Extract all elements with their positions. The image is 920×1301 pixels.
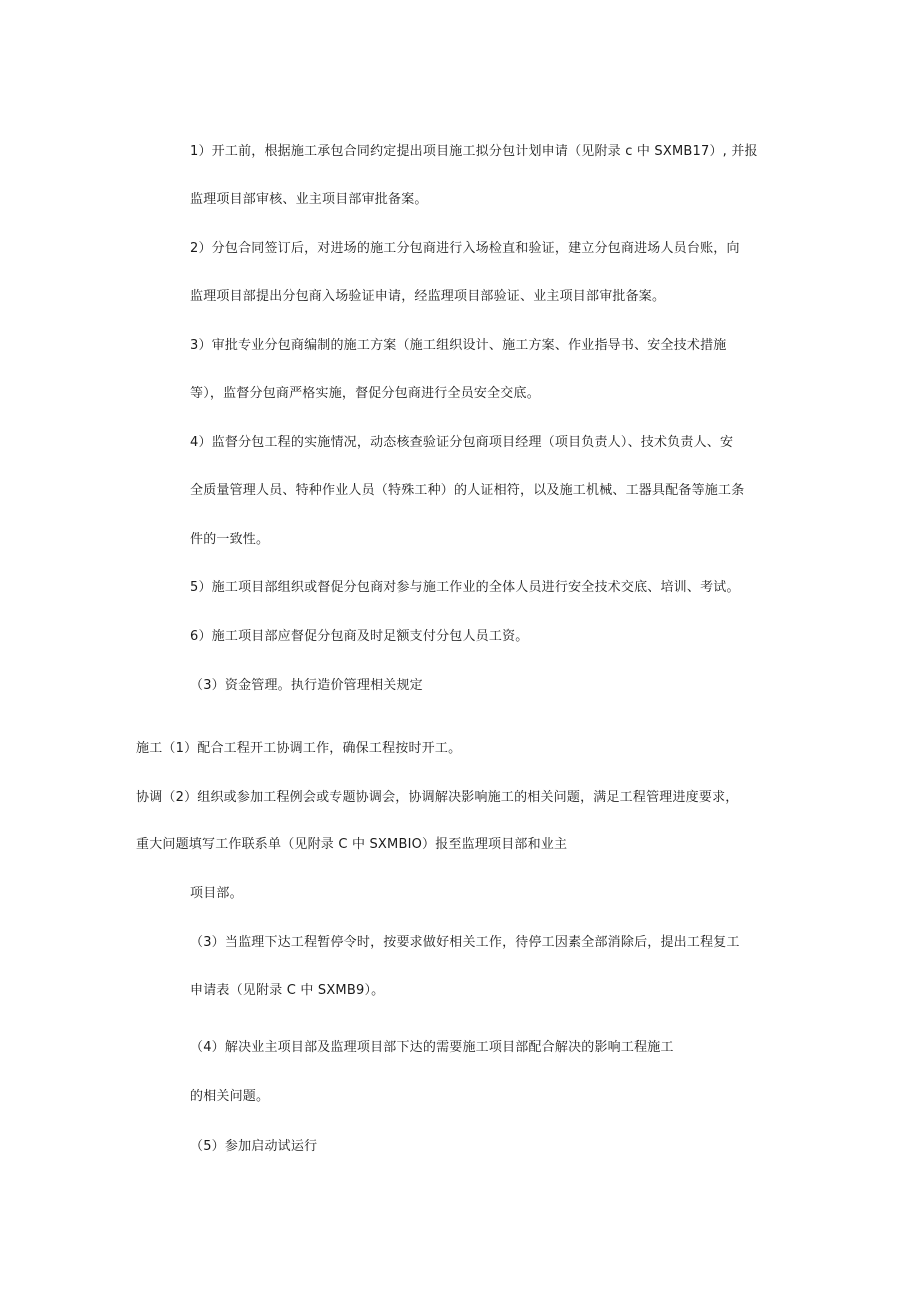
text-line-21: （5）参加启动试运行 (190, 1139, 318, 1154)
text-line-18: 申请表（见附录 C 中 SXMB9）。 (190, 983, 385, 998)
text-line-5: 3）审批专业分包商编制的施工方案（施工组织设计、施工方案、作业指导书、安全技术措施 (190, 338, 727, 353)
text-line-20: 的相关问题。 (190, 1089, 270, 1104)
text-line-11: 6）施工项目部应督促分包商及时足额支付分包人员工资。 (190, 629, 529, 644)
text-line-8: 全质量管理人员、特种作业人员（特殊工种）的人证相符，以及施工机械、工器具配备等施工条 (190, 483, 745, 498)
text-line-19: （4）解决业主项目部及监理项目部下达的需要施工项目部配合解决的影响工程施工 (190, 1040, 674, 1055)
text-line-14: 协调（2）组织或参加工程例会或专题协调会，协调解决影响施工的相关问题，满足工程管理进度要求， (136, 790, 739, 805)
text-line-10: 5）施工项目部组织或督促分包商对参与施工作业的全体人员进行安全技术交底、培训、考试。 (190, 580, 740, 595)
text-line-9: 件的一致性。 (190, 532, 270, 547)
text-line-2: 监理项目部审核、业主项目部审批备案。 (190, 192, 428, 207)
text-line-13: 施工（1）配合工程开工协调工作，确保工程按时开工。 (136, 741, 462, 756)
text-line-7: 4）监督分包工程的实施情况，动态核查验证分包商项目经理（项目负责人）、技术负责人、安 (190, 435, 734, 450)
text-line-1: 1）开工前，根据施工承包合同约定提出项目施工拟分包计划申请（见附录 c 中 SXMB17）, 并报 (190, 144, 758, 159)
text-line-17: （3）当监理下达工程暂停令时，按要求做好相关工作，待停工因素全部消除后，提出工程复工 (190, 935, 740, 950)
text-line-12: （3）资金管理。执行造价管理相关规定 (190, 678, 423, 693)
text-line-4: 监理项目部提出分包商入场验证申请，经监理项目部验证、业主项目部审批备案。 (190, 289, 666, 304)
text-line-3: 2）分包合同签订后，对进场的施工分包商进行入场检直和验证，建立分包商进场人员台账，向 (190, 241, 740, 256)
text-line-16: 项目部。 (190, 886, 243, 901)
text-line-15: 重大问题填写工作联系单（见附录 C 中 SXMBIO）报至监理项目部和业主 (136, 837, 568, 852)
text-line-6: 等），监督分包商严格实施，督促分包商进行全员安全交底。 (190, 386, 540, 401)
